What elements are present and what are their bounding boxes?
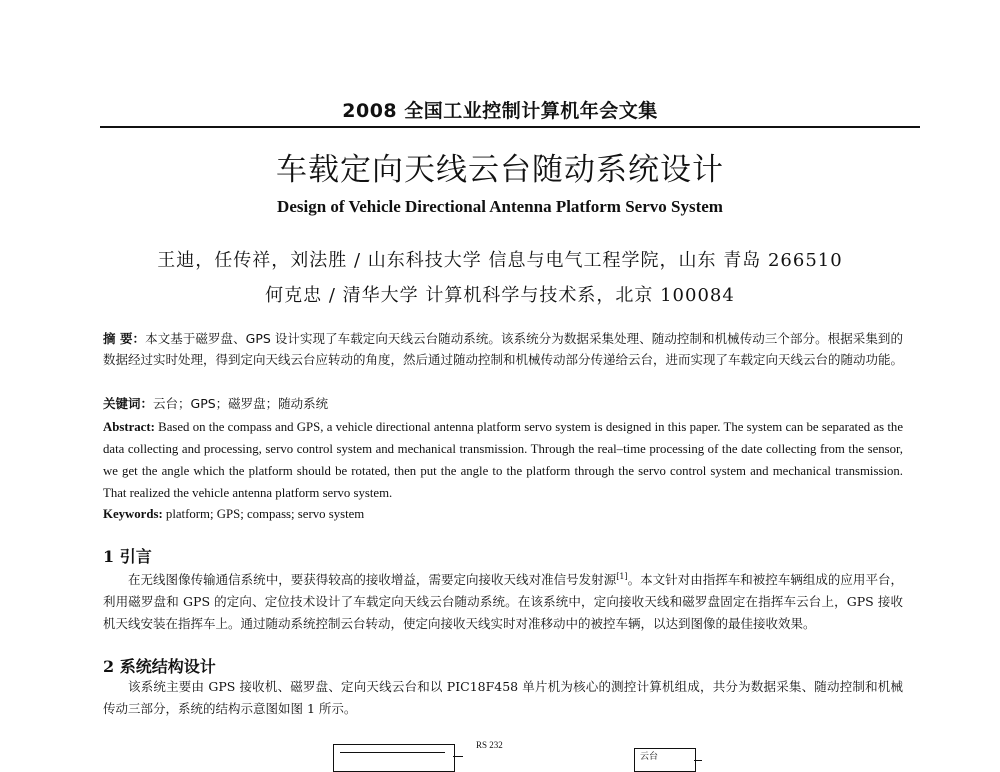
section-2-paragraph: 该系统主要由 GPS 接收机、磁罗盘、定向天线云台和以 PIC18F458 单片机为核心的测控计算机组成，共分为数据采集、随动控制和机械传动三部分，系统的结构示意图如图 1 所示。 bbox=[103, 679, 903, 716]
figure-box-left-divider bbox=[340, 752, 445, 753]
running-head: 2008 全国工业控制计算机年会文集 bbox=[342, 100, 658, 122]
keywords-en-label: Keywords: bbox=[103, 507, 163, 521]
keywords-en bbox=[103, 504, 903, 525]
section-2-heading: 2 系统结构设计 bbox=[103, 657, 216, 676]
figure-connector-right bbox=[694, 760, 702, 761]
figure-box-right-label: 云台 bbox=[640, 752, 659, 762]
authors-line-2: 何克忠 / 清华大学 计算机科学与技术系，北京 100084 bbox=[265, 285, 735, 306]
paper-title-en: Design of Vehicle Directional Antenna Platform Servo System bbox=[277, 197, 723, 216]
section-1-heading: 1 引言 bbox=[103, 547, 152, 566]
figure-box-left bbox=[333, 744, 455, 772]
abstract-en-text: Based on the compass and GPS, a vehicle directional antenna platform servo system is designed in this paper. The system can be separated as the data collecting and processing, servo control system and mechanical transmission. Through the real–time processing of the date collecting from the sensor, we get the angle which the platform should be rotated, then put the angle to the platform through the servo control system and mechanical transmission. That realized the vehicle antenna platform servo system. bbox=[103, 420, 903, 500]
section-1-text-a: 在无线图像传输通信系统中，要获得较高的接收增益，需要定向接收天线对准信号发射源 bbox=[128, 572, 617, 588]
abstract-en-label: Abstract: bbox=[103, 420, 155, 434]
figure-rs232-label: RS 232 bbox=[476, 740, 503, 750]
figure-connector-left bbox=[453, 756, 463, 757]
abstract-cn-label: 摘 要： bbox=[103, 331, 146, 346]
section-1-paragraph bbox=[103, 566, 903, 635]
section-1-text-b: 。本文针对由指挥车和被控车辆组成的应用平台，利用磁罗盘和 GPS 的定向、定位技术设计了车载定向天线云台随动系统。在该系统中，定向接收天线和磁罗盘固定在指挥车云台上，GPS 接收机天线安装在指挥车上。通过随动系统控制云台转动，使定向接收天线实时对准移动中的被控车辆，以达到图像的最佳接收效果。 bbox=[103, 572, 903, 632]
citation-ref: [1] bbox=[616, 572, 628, 581]
abstract-cn bbox=[103, 328, 903, 370]
keywords-cn-label: 关键词： bbox=[103, 396, 154, 411]
abstract-en bbox=[103, 416, 903, 504]
paper-title: 车载定向天线云台随动系统设计 bbox=[276, 152, 724, 188]
keywords-en-text: platform; GPS; compass; servo system bbox=[165, 507, 365, 521]
keywords-cn bbox=[103, 393, 903, 414]
keywords-cn-text: 云台；GPS；磁罗盘；随动系统 bbox=[153, 396, 329, 411]
header-rule bbox=[100, 126, 920, 128]
authors-line-1: 王迪，任传祥，刘法胜 / 山东科技大学 信息与电气工程学院，山东 青岛 266510 bbox=[157, 250, 843, 271]
abstract-cn-text: 本文基于磁罗盘、GPS 设计实现了车载定向天线云台随动系统。该系统分为数据采集处理、随动控制和机械传动三个部分。根据采集到的数据经过实时处理，得到定向天线云台应转动的角度，然后通过随动控制和机械传动部分传递给云台，进而实现了车载定向天线云台的随动功能。 bbox=[103, 331, 904, 367]
